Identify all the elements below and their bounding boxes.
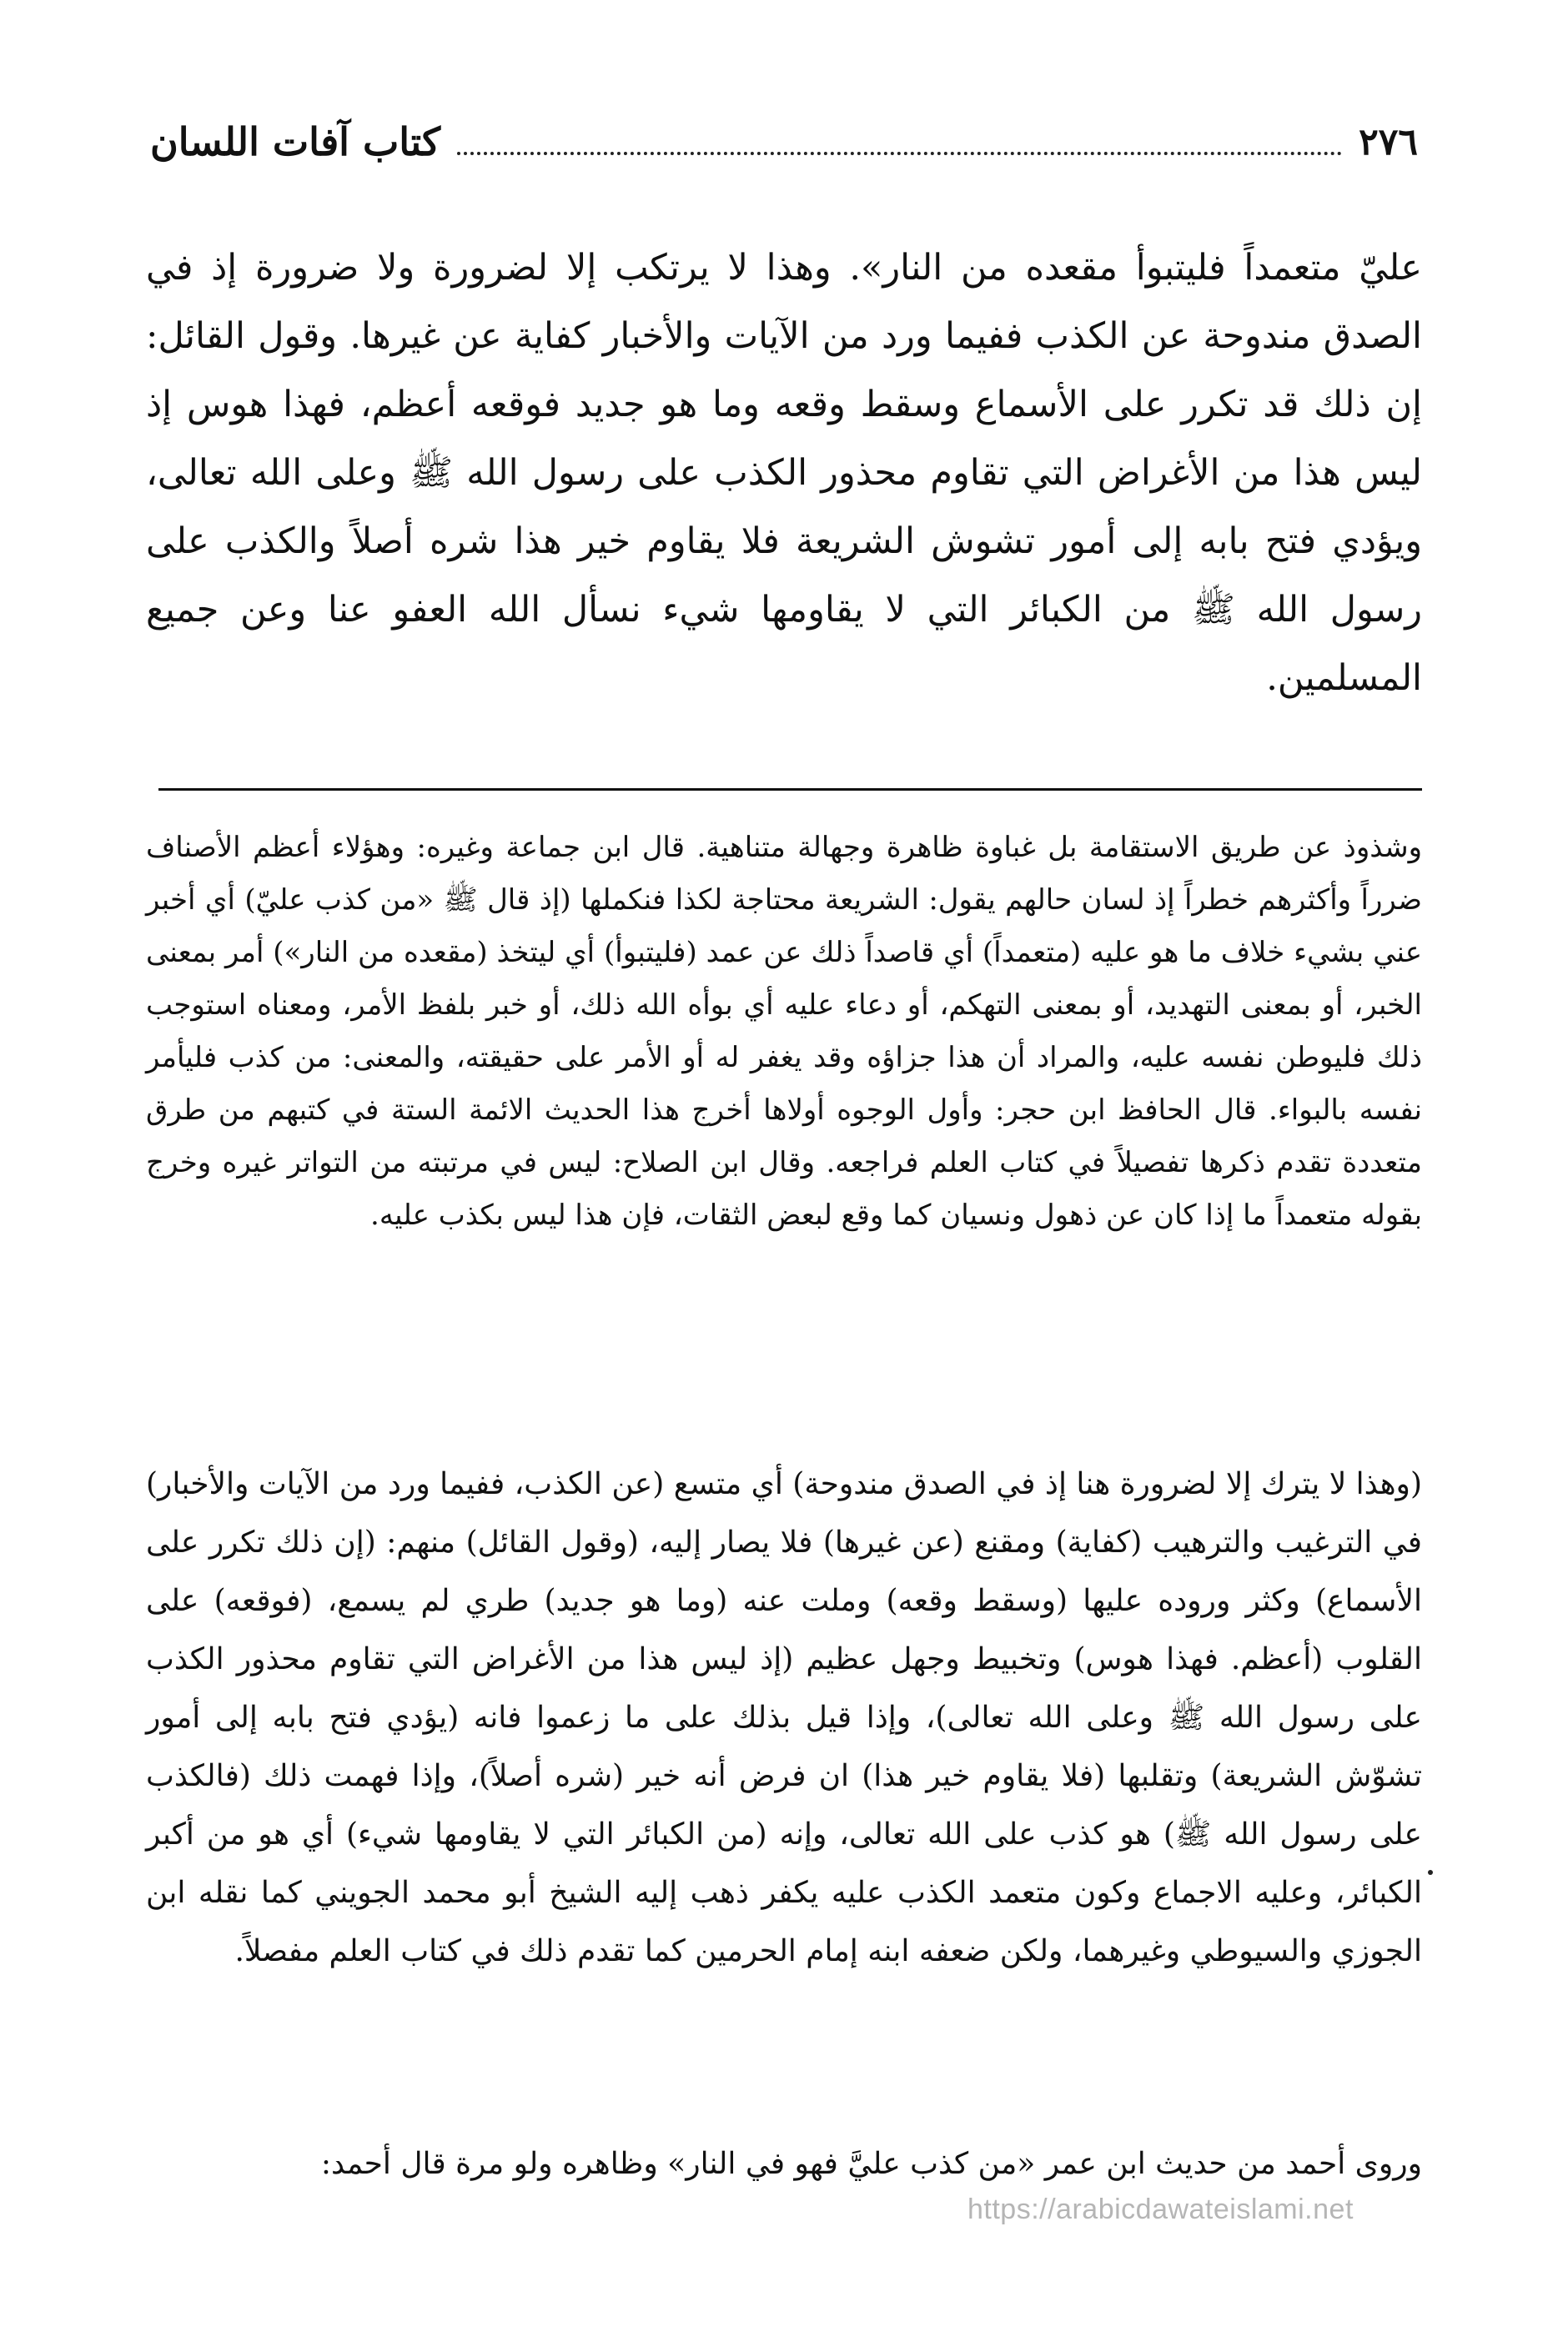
source-watermark: https://arabicdawateislami.net xyxy=(967,2194,1354,2225)
page-header xyxy=(150,113,1418,171)
running-title: كتاب آفات اللسان xyxy=(150,119,441,164)
footnote-divider xyxy=(158,788,1422,791)
header-dotted-leader xyxy=(457,128,1342,155)
commentary-block xyxy=(146,1455,1422,1981)
final-line-block xyxy=(146,2135,1422,2194)
margin-dot-mark xyxy=(1428,1870,1433,1875)
page-number: ٢٧٦ xyxy=(1359,120,1418,163)
footnote-block xyxy=(146,822,1422,1242)
final-paragraph: وروى أحمد من حديث ابن عمر «من كذب عليَّ فهو في النار» وظاهره ولو مرة قال أحمد: xyxy=(320,2147,1422,2181)
commentary-paragraph: (وهذا لا يترك إلا لضرورة هنا إذ في الصدق مندوحة) أي متسع (عن الكذب، ففيما ورد من الآيات والأخبار) في الترغيب والترهيب (كفاية) ومقنع (عن غيرها) فلا يصار إليه، (وقول القائل) منهم: (إن ذلك تكرر على الأسماع) وكثر وروده عليها (وسقط وقعه) وملت عنه (وما هو جديد) طري لم يسمع، (فوقعه) على القلوب (أعظم. فهذا هوس) وتخبيط وجهل عظيم (إذ ليس هذا من الأغراض التي تقاوم محذور الكذب على رسول الله ﷺ وعلى الله تعالى)، وإذا قيل بذلك على ما زعموا فانه (يؤدي فتح بابه إلى أمور تشوّش الشريعة) وتقلبها (فلا يقاوم خير هذا) ان فرض أنه خير (شره أصلاً)، وإذا فهمت ذلك (فالكذب على رسول الله ﷺ) هو كذب على الله تعالى، وإنه (من الكبائر التي لا يقاومها شيء) أي هو من أكبر الكبائر، وعليه الاجماع وكون متعمد الكذب عليه يكفر ذهب إليه الشيخ أبو محمد الجويني كما نقله ابن الجوزي والسيوطي وغيرهما، ولكن ضعفه ابنه إمام الحرمين كما تقدم ذلك في كتاب العلم مفصلاً. xyxy=(146,1467,1422,1968)
footnote-paragraph: وشذوذ عن طريق الاستقامة بل غباوة ظاهرة وجهالة متناهية. قال ابن جماعة وغيره: وهؤلاء أعظم الأصناف ضرراً وأكثرهم خطراً إذ لسان حالهم يقول: الشريعة محتاجة لكذا فنكملها (إذ قال ﷺ «من كذب عليّ) أي أخبر عني بشيء خلاف ما هو عليه (متعمداً) أي قاصداً ذلك عن عمد (فليتبوأ) أي ليتخذ (مقعده من النار») أمر بمعنى الخبر، أو بمعنى التهديد، أو بمعنى التهكم، أو دعاء عليه أي بوأه الله ذلك، أو خبر بلفظ الأمر، ومعناه استوجب ذلك فليوطن نفسه عليه، والمراد أن هذا جزاؤه وقد يغفر له أو الأمر على حقيقته، والمعنى: من كذب فليأمر نفسه بالبواء. قال الحافظ ابن حجر: وأول الوجوه أولاها أخرج هذا الحديث الائمة الستة في كتبهم من طرق متعددة تقدم ذكرها تفصيلاً في كتاب العلم فراجعه. وقال ابن الصلاح: ليس في مرتبته من التواتر غيره وخرج بقوله متعمداً ما إذا كان عن ذهول ونسيان كما وقع لبعض الثقات، فإن هذا ليس بكذب عليه. xyxy=(146,831,1422,1232)
main-paragraph: عليّ متعمداً فليتبوأ مقعده من النار». وهذا لا يرتكب إلا لضرورة ولا ضرورة إذ في الصدق مندوحة عن الكذب ففيما ورد من الآيات والأخبار كفاية عن غيرها. وقول القائل: إن ذلك قد تكرر على الأسماع وسقط وقعه وما هو جديد فوقعه أعظم، فهذا هوس إذ ليس هذا من الأغراض التي تقاوم محذور الكذب على رسول الله ﷺ وعلى الله تعالى، ويؤدي فتح بابه إلى أمور تشوش الشريعة فلا يقاوم خير هذا شره أصلاً والكذب على رسول الله ﷺ من الكبائر التي لا يقاومها شيء نسأل الله العفو عنا وعن جميع المسلمين. xyxy=(146,247,1423,699)
main-text-block xyxy=(146,234,1422,712)
